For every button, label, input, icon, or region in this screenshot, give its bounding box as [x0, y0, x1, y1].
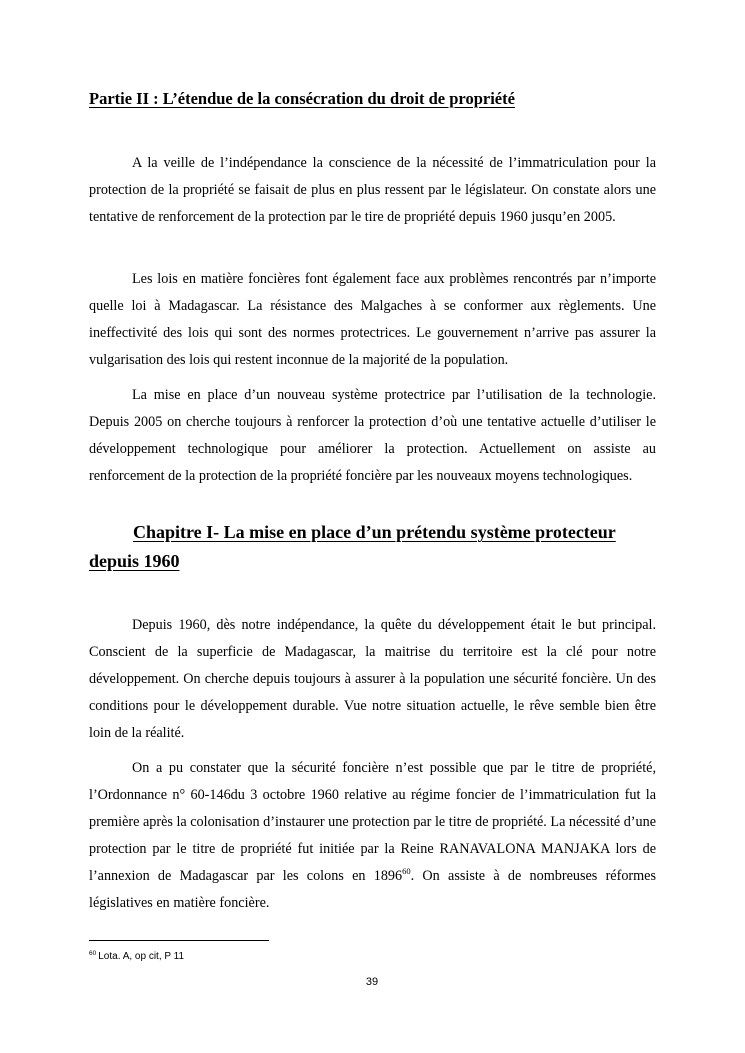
chapter-title: Chapitre I- La mise en place d’un prétendu système protecteur depuis 1960 [89, 522, 616, 571]
intro-paragraph-2: Les lois en matière foncières font également face aux problèmes rencontrés par n’importe quelle loi à Madagascar. La résistance des Malgaches à se conformer aux règlements. Une ineffectivité des lois qui sont des normes protectrices. Le gouvernement n’arrive pas assurer la vulgarisation des lois qui restent inconnue de la majorité de la population. [89, 271, 656, 368]
footnote-separator [89, 940, 269, 941]
footnote-reference[interactable]: 60 [402, 866, 411, 876]
intro-paragraph-1: A la veille de l’indépendance la conscience de la nécessité de l’immatriculation pour la protection de la propriété se faisait de plus en plus ressent par le législateur. On constate alors une tentative de renforcement de la protection par le tire de propriété depuis 1960 jusqu’en 2005. [89, 155, 656, 225]
chapter-paragraph-1: Depuis 1960, dès notre indépendance, la quête du développement était le but principal. Conscient de la superficie de Madagascar, la maitrise du territoire est la clé pour notre développement. On cherche depuis toujours à assurer à la population une sécurité foncière. Un des conditions pour le développement durable. Vue notre situation actuelle, le rêve semble bien être loin de la réalité. [89, 617, 656, 741]
footnote [89, 950, 184, 964]
chapter-paragraph-2 [89, 755, 656, 917]
footnote-text: Lota. A, op cit, P 11 [98, 951, 185, 962]
part-title: Partie II : L’étendue de la consécration du droit de propriété [89, 89, 515, 108]
footnote-number: 60 [89, 950, 97, 957]
page-number: 39 [365, 976, 379, 988]
intro-paragraph-3: La mise en place d’un nouveau système protectrice par l’utilisation de la technologie. Depuis 2005 on cherche toujours à renforcer la protection d’où une tentative actuelle d’utiliser le développement technologique pour améliorer la protection. Actuellement on assiste au renforcement de la protection de la propriété foncière par les nouveaux moyens technologiques. [89, 387, 656, 484]
chapter-paragraph-2-text-end: . On assiste à de nombreuses réformes législatives en matière foncière. [89, 868, 657, 911]
chapter-paragraph-2-text: On a pu constater que la sécurité foncière n’est possible que par le titre de propriété, l’Ordonnance n° 60-146du 3 octobre 1960 relative au régime foncier de l’immatriculation fut la première après la colonisation d’instaurer une protection par le titre de propriété. La nécessité d’une protection par le titre de propriété fut initiée par la Reine RANAVALONA MANJAKA lors de l’annexion de Madagascar par les colons en 1896 [89, 760, 656, 884]
